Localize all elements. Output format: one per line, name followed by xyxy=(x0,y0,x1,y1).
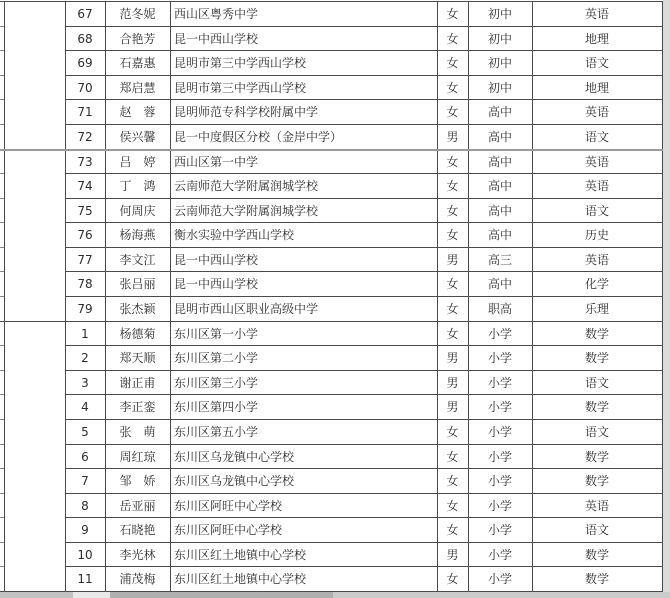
table-row xyxy=(0,469,663,494)
cell-level: 高中 xyxy=(487,277,512,292)
cell-gender: 男 xyxy=(446,252,459,267)
cell-subject: 化学 xyxy=(584,277,609,292)
cell-level: 小学 xyxy=(487,474,512,489)
table-row xyxy=(0,27,663,52)
cell-gender: 男 xyxy=(446,400,459,415)
left-edge-tick xyxy=(0,75,4,76)
gridline-horizontal xyxy=(65,26,663,27)
table-row xyxy=(0,125,663,150)
cell-subject: 英语 xyxy=(584,498,609,513)
left-edge-tick xyxy=(0,493,4,494)
scrollbar-left-segment[interactable] xyxy=(0,592,73,598)
table-row xyxy=(0,322,663,347)
cell-school: 东川区第五小学 xyxy=(174,424,259,439)
gridline-horizontal xyxy=(65,542,663,543)
cell-level: 初中 xyxy=(487,56,512,71)
cell-no: 73 xyxy=(77,154,93,169)
cell-no: 8 xyxy=(81,498,89,513)
cell-gender: 男 xyxy=(446,547,459,562)
cell-subject: 语文 xyxy=(584,129,609,144)
cell-no: 10 xyxy=(77,547,93,562)
cell-school: 东川区红土地镇中心学校 xyxy=(174,547,307,562)
left-edge-tick xyxy=(0,394,4,395)
table-row xyxy=(0,150,663,175)
cell-gender: 女 xyxy=(446,523,459,538)
cell-name: 李文江 xyxy=(119,252,156,267)
table-row xyxy=(0,223,663,248)
cell-gender: 女 xyxy=(446,449,459,464)
cell-subject: 英语 xyxy=(584,7,609,21)
gridline-horizontal xyxy=(65,271,663,272)
cell-no: 2 xyxy=(81,351,89,366)
table-row xyxy=(0,2,663,27)
table-row xyxy=(0,272,663,297)
cell-subject: 数学 xyxy=(584,351,609,366)
left-edge-tick xyxy=(0,124,4,125)
cell-school: 云南师范大学附属润城学校 xyxy=(174,203,319,218)
cell-school: 东川区第二小学 xyxy=(174,351,259,366)
left-edge-tick xyxy=(0,247,4,248)
cell-no: 9 xyxy=(81,523,89,538)
cell-no: 5 xyxy=(81,424,89,439)
left-edge-tick xyxy=(0,99,4,100)
cell-level: 小学 xyxy=(487,572,512,587)
cell-name: 丁 鸿 xyxy=(119,179,156,194)
cell-no: 7 xyxy=(81,474,89,489)
cell-school: 昆明市西山区职业高级中学 xyxy=(174,302,319,316)
cell-subject: 英语 xyxy=(584,154,609,169)
table-row xyxy=(0,346,663,371)
left-edge-tick xyxy=(0,419,4,420)
cell-subject: 数学 xyxy=(584,547,609,562)
cell-no: 78 xyxy=(77,277,93,292)
cell-level: 小学 xyxy=(487,547,512,562)
left-edge-tick xyxy=(0,222,4,223)
cell-level: 初中 xyxy=(487,80,512,95)
cell-no: 76 xyxy=(77,228,93,243)
cell-level: 小学 xyxy=(487,449,512,464)
table-row xyxy=(0,297,663,322)
cell-school: 西山区粤秀中学 xyxy=(174,7,259,21)
cell-no: 68 xyxy=(77,31,93,46)
cell-no: 1 xyxy=(81,326,89,341)
cell-name: 岳亚丽 xyxy=(119,498,156,513)
cell-name: 浦茂梅 xyxy=(119,572,156,587)
cell-gender: 女 xyxy=(446,56,459,71)
table-row xyxy=(0,395,663,420)
cell-no: 74 xyxy=(77,179,93,194)
horizontal-scrollbar[interactable] xyxy=(0,592,670,598)
cell-no: 79 xyxy=(77,302,93,316)
cell-school: 西山区第一中学 xyxy=(174,154,259,169)
cell-subject: 数学 xyxy=(584,572,609,587)
gridline-horizontal xyxy=(65,419,663,420)
cell-no: 70 xyxy=(77,80,93,95)
cell-gender: 女 xyxy=(446,572,459,587)
left-edge-tick xyxy=(0,173,4,174)
cell-school: 昆一中西山学校 xyxy=(174,252,259,267)
cell-name: 李正銮 xyxy=(119,400,156,415)
gridline-horizontal xyxy=(65,296,663,297)
group-border-line xyxy=(0,321,663,322)
cell-gender: 女 xyxy=(446,80,459,95)
cell-no: 77 xyxy=(77,252,93,267)
table-row xyxy=(0,518,663,543)
table-row xyxy=(0,76,663,101)
cell-name: 郑天顺 xyxy=(119,351,156,366)
cell-level: 小学 xyxy=(487,326,512,341)
cell-school: 东川区第三小学 xyxy=(174,375,259,390)
table-top-border xyxy=(0,1,663,2)
cell-level: 职高 xyxy=(487,302,512,316)
cell-subject: 英语 xyxy=(584,105,609,120)
cell-subject: 语文 xyxy=(584,203,609,218)
gridline-horizontal xyxy=(65,247,663,248)
gridline-horizontal xyxy=(65,222,663,223)
scrollbar-thumb[interactable] xyxy=(110,592,333,598)
cell-name: 石晓艳 xyxy=(119,523,156,538)
cell-gender: 女 xyxy=(446,105,459,120)
gridline-horizontal xyxy=(65,198,663,199)
gridline-horizontal xyxy=(65,444,663,445)
cell-name: 杨海燕 xyxy=(119,228,156,243)
gridline-vertical xyxy=(4,1,5,592)
gridline-horizontal xyxy=(65,173,663,174)
cell-school: 东川区阿旺中心学校 xyxy=(174,498,283,513)
cell-no: 4 xyxy=(81,400,89,415)
cell-level: 高中 xyxy=(487,228,512,243)
left-edge-tick xyxy=(0,26,4,27)
cell-name: 吕 婷 xyxy=(119,154,156,169)
cell-no: 6 xyxy=(81,449,89,464)
gridline-horizontal xyxy=(65,50,663,51)
cell-name: 谢正甫 xyxy=(119,375,156,390)
cell-level: 高中 xyxy=(487,105,512,120)
cell-school: 东川区第四小学 xyxy=(174,400,259,415)
cell-gender: 男 xyxy=(446,351,459,366)
cell-subject: 数学 xyxy=(584,449,609,464)
cell-school: 东川区第一小学 xyxy=(174,326,259,341)
cell-level: 初中 xyxy=(487,7,512,21)
cell-subject: 历史 xyxy=(584,228,609,243)
cell-level: 初中 xyxy=(487,31,512,46)
left-edge-tick xyxy=(0,444,4,445)
cell-name: 侯兴馨 xyxy=(119,129,156,144)
cell-level: 高中 xyxy=(487,129,512,144)
cell-school: 昆明师范专科学校附属中学 xyxy=(174,105,319,120)
left-edge-tick xyxy=(0,198,4,199)
cell-level: 高中 xyxy=(487,154,512,169)
cell-school: 昆明市第三中学西山学校 xyxy=(174,80,307,95)
table-row xyxy=(0,174,663,199)
left-edge-tick xyxy=(0,271,4,272)
gridline-horizontal xyxy=(65,345,663,346)
cell-no: 3 xyxy=(81,375,89,390)
gridline-horizontal xyxy=(65,75,663,76)
cell-name: 石嘉惠 xyxy=(119,56,156,71)
cell-level: 小学 xyxy=(487,424,512,439)
cell-gender: 女 xyxy=(446,302,459,316)
cell-school: 衡水实验中学西山学校 xyxy=(174,228,295,243)
cell-subject: 英语 xyxy=(584,252,609,267)
cell-no: 75 xyxy=(77,203,93,218)
cell-gender: 女 xyxy=(446,277,459,292)
cell-gender: 女 xyxy=(446,228,459,243)
table-row xyxy=(0,199,663,224)
cell-no: 67 xyxy=(77,7,93,21)
cell-gender: 女 xyxy=(446,424,459,439)
cell-subject: 数学 xyxy=(584,400,609,415)
cell-school: 东川区乌龙镇中心学校 xyxy=(174,449,295,464)
cell-no: 71 xyxy=(77,105,93,120)
cell-school: 昆一中度假区分校（金岸中学） xyxy=(174,129,343,144)
cell-level: 小学 xyxy=(487,351,512,366)
table-row xyxy=(0,445,663,470)
cell-school: 昆一中西山学校 xyxy=(174,277,259,292)
cell-subject: 地理 xyxy=(584,31,609,46)
gridline-horizontal xyxy=(65,99,663,100)
cell-no: 11 xyxy=(77,572,93,587)
gridline-horizontal xyxy=(65,566,663,567)
cell-name: 何周庆 xyxy=(119,203,156,218)
page-break-line xyxy=(0,149,663,151)
left-edge-tick xyxy=(0,566,4,567)
table-row xyxy=(0,543,663,568)
cell-subject: 地理 xyxy=(584,80,609,95)
cell-school: 昆明市第三中学西山学校 xyxy=(174,56,307,71)
left-edge-tick xyxy=(0,517,4,518)
cell-subject: 语文 xyxy=(584,523,609,538)
cell-level: 高中 xyxy=(487,179,512,194)
cell-school: 东川区乌龙镇中心学校 xyxy=(174,474,295,489)
cell-name: 杨德菊 xyxy=(119,326,156,341)
cell-subject: 数学 xyxy=(584,326,609,341)
cell-name: 周红琼 xyxy=(119,449,156,464)
cell-gender: 女 xyxy=(446,179,459,194)
cell-gender: 女 xyxy=(446,203,459,218)
cell-level: 小学 xyxy=(487,400,512,415)
right-margin xyxy=(663,0,670,592)
cell-gender: 女 xyxy=(446,474,459,489)
cell-level: 高中 xyxy=(487,203,512,218)
cell-name: 李光林 xyxy=(119,547,156,562)
cell-gender: 女 xyxy=(446,498,459,513)
cell-subject: 英语 xyxy=(584,179,609,194)
cell-level: 小学 xyxy=(487,498,512,513)
cell-subject: 数学 xyxy=(584,474,609,489)
cell-school: 东川区阿旺中心学校 xyxy=(174,523,283,538)
cell-subject: 乐理 xyxy=(584,302,609,316)
cell-level: 小学 xyxy=(487,523,512,538)
table-row xyxy=(0,567,663,592)
cell-gender: 女 xyxy=(446,326,459,341)
cell-subject: 语文 xyxy=(584,375,609,390)
cell-name: 范冬妮 xyxy=(119,7,156,21)
cell-name: 赵 蓉 xyxy=(119,105,156,120)
cell-subject: 语文 xyxy=(584,424,609,439)
gridline-horizontal xyxy=(65,394,663,395)
gridline-horizontal xyxy=(65,124,663,125)
scrollbar-track[interactable] xyxy=(333,592,670,598)
cell-school: 云南师范大学附属润城学校 xyxy=(174,179,319,194)
cell-name: 张吕丽 xyxy=(119,277,156,292)
gridline-horizontal xyxy=(65,517,663,518)
cell-level: 高三 xyxy=(487,252,512,267)
cell-gender: 男 xyxy=(446,375,459,390)
cell-gender: 女 xyxy=(446,7,459,21)
cell-name: 张杰颖 xyxy=(119,302,156,316)
cell-no: 72 xyxy=(77,129,93,144)
cell-name: 张 萌 xyxy=(119,424,156,439)
cell-name: 合艳芳 xyxy=(119,31,156,46)
left-edge-tick xyxy=(0,370,4,371)
cell-gender: 女 xyxy=(446,31,459,46)
gridline-horizontal xyxy=(65,370,663,371)
scrollbar-gap xyxy=(73,592,110,598)
table-row xyxy=(0,100,663,125)
table-row xyxy=(0,248,663,273)
left-edge-tick xyxy=(0,50,4,51)
left-edge-tick xyxy=(0,468,4,469)
cell-subject: 语文 xyxy=(584,56,609,71)
table-row xyxy=(0,420,663,445)
cell-school: 东川区红土地镇中心学校 xyxy=(174,572,307,587)
table-row xyxy=(0,371,663,396)
left-edge-tick xyxy=(0,296,4,297)
cell-no: 69 xyxy=(77,56,93,71)
gridline-horizontal xyxy=(65,493,663,494)
table-row xyxy=(0,51,663,76)
left-edge-tick xyxy=(0,542,4,543)
cell-gender: 女 xyxy=(446,154,459,169)
left-edge-tick xyxy=(0,345,4,346)
cell-level: 小学 xyxy=(487,375,512,390)
gridline-horizontal xyxy=(65,468,663,469)
cell-name: 郑启慧 xyxy=(119,80,156,95)
cell-name: 邹 娇 xyxy=(119,474,156,489)
cell-school: 昆一中西山学校 xyxy=(174,31,259,46)
cell-gender: 男 xyxy=(446,129,459,144)
table-row xyxy=(0,494,663,519)
